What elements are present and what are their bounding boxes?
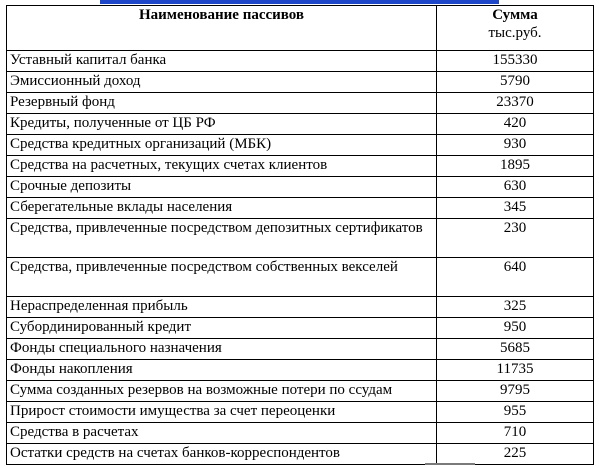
row-name-cell: Уставный капитал банка — [7, 51, 437, 72]
row-value-cell: 225 — [437, 444, 594, 465]
table-row — [7, 219, 594, 258]
row-name-cell: Средства, привлеченные посредством собственных векселей — [7, 258, 437, 297]
row-name-cell: Субординированный кредит — [7, 318, 437, 339]
table-row — [7, 258, 594, 297]
table-row — [7, 93, 594, 114]
header-name-cell: Наименование пассивов — [7, 6, 437, 51]
row-name-cell: Резервный фонд — [7, 93, 437, 114]
liabilities-table — [6, 5, 594, 465]
table-row — [7, 114, 594, 135]
row-value-cell: 5685 — [437, 339, 594, 360]
row-value-cell: 630 — [437, 177, 594, 198]
table-row — [7, 297, 594, 318]
row-name-cell: Средства кредитных организаций (МБК) — [7, 135, 437, 156]
table-row — [7, 198, 594, 219]
table-row — [7, 135, 594, 156]
table-row — [7, 339, 594, 360]
row-value-cell: 420 — [437, 114, 594, 135]
row-value-cell: 1895 — [437, 156, 594, 177]
row-name-cell: Сумма созданных резервов на возможные потери по ссудам — [7, 381, 437, 402]
row-name-cell: Срочные депозиты — [7, 177, 437, 198]
row-value-cell: 950 — [437, 318, 594, 339]
row-name-cell: Средства в расчетах — [7, 423, 437, 444]
table-row — [7, 72, 594, 93]
row-value-cell: 930 — [437, 135, 594, 156]
row-value-cell: 11735 — [437, 360, 594, 381]
row-value-cell: 155330 — [437, 51, 594, 72]
row-name-cell: Эмиссионный доход — [7, 72, 437, 93]
bottom-scroll-mark — [425, 463, 475, 465]
header-sum-cell — [437, 6, 594, 51]
table-row — [7, 423, 594, 444]
row-name-cell: Фонды специального назначения — [7, 339, 437, 360]
row-name-cell: Нераспределенная прибыль — [7, 297, 437, 318]
row-value-cell: 9795 — [437, 381, 594, 402]
row-value-cell: 325 — [437, 297, 594, 318]
header-sum-label: Сумма — [492, 7, 538, 23]
row-name-cell: Фонды накопления — [7, 360, 437, 381]
row-name-cell: Кредиты, полученные от ЦБ РФ — [7, 114, 437, 135]
row-name-cell: Остатки средств на счетах банков-корреспондентов — [7, 444, 437, 465]
table-row — [7, 156, 594, 177]
row-name-cell: Средства на расчетных, текущих счетах клиентов — [7, 156, 437, 177]
table-row — [7, 318, 594, 339]
table-row — [7, 402, 594, 423]
table-row — [7, 360, 594, 381]
row-value-cell: 710 — [437, 423, 594, 444]
table-row — [7, 177, 594, 198]
row-name-cell: Сберегательные вклады населения — [7, 198, 437, 219]
row-value-cell: 5790 — [437, 72, 594, 93]
row-name-cell: Средства, привлеченные посредством депозитных сертификатов — [7, 219, 437, 258]
table-row — [7, 444, 594, 465]
table-row — [7, 51, 594, 72]
header-unit-label: тыс.руб. — [488, 25, 542, 41]
row-value-cell: 955 — [437, 402, 594, 423]
table-header-row — [7, 6, 594, 51]
row-value-cell: 345 — [437, 198, 594, 219]
selection-highlight-bar — [100, 0, 499, 4]
table-row — [7, 381, 594, 402]
row-value-cell: 230 — [437, 219, 594, 258]
row-value-cell: 23370 — [437, 93, 594, 114]
row-name-cell: Прирост стоимости имущества за счет переоценки — [7, 402, 437, 423]
row-value-cell: 640 — [437, 258, 594, 297]
